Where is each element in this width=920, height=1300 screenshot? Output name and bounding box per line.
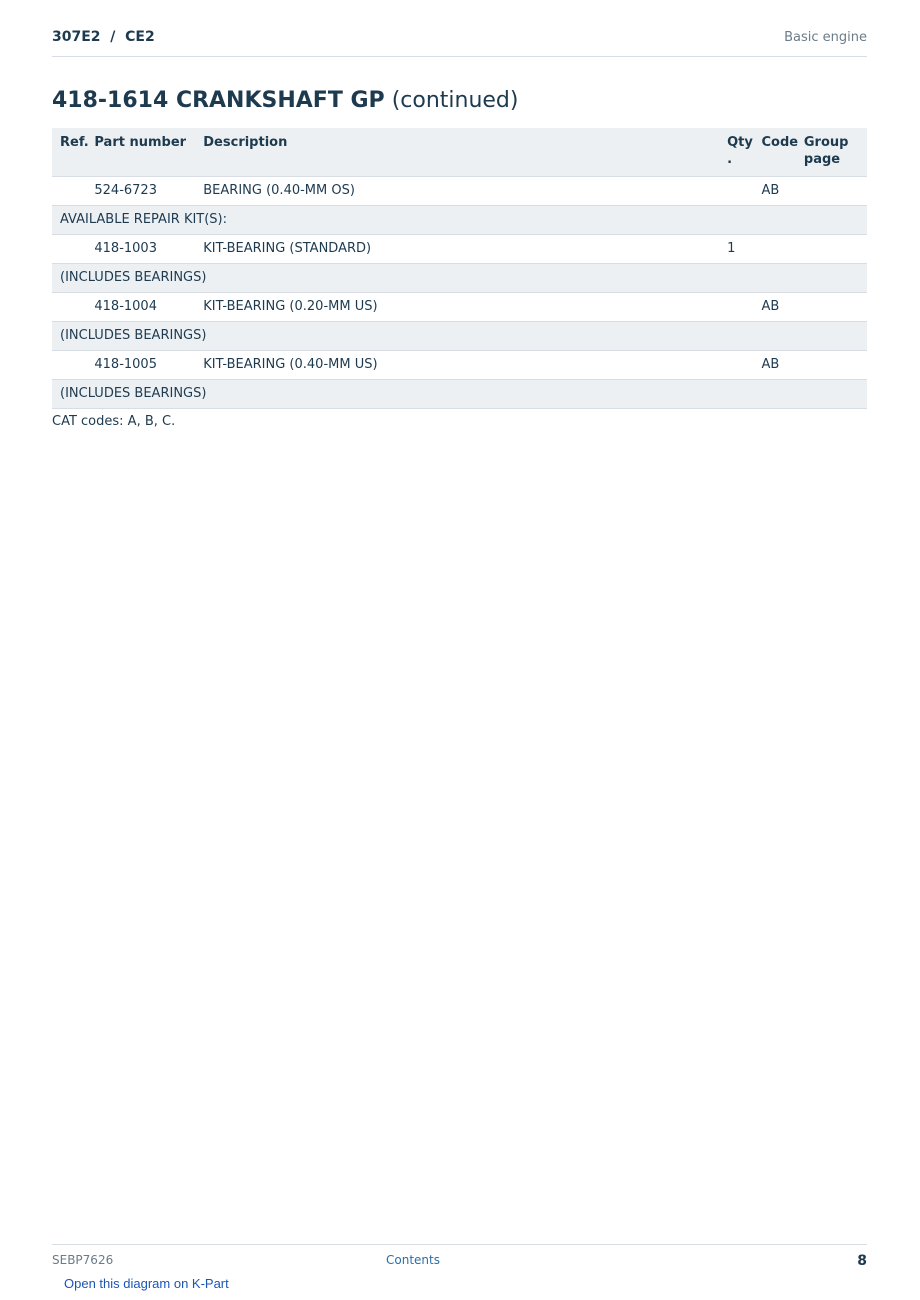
model-label: 307E2 / CE2	[52, 29, 155, 45]
cat-codes-note: CAT codes: A, B, C.	[52, 414, 176, 429]
table-header-row	[52, 128, 867, 177]
cell-part-number: 418-1005	[86, 351, 195, 380]
cell-ref	[52, 293, 86, 322]
table-row	[52, 293, 867, 322]
table-note-row	[52, 206, 867, 235]
doc-id: SEBP7626	[52, 1253, 114, 1267]
page-header	[52, 28, 867, 57]
parts-table	[52, 128, 867, 409]
page	[52, 0, 867, 1300]
cell-part-number: 418-1004	[86, 293, 195, 322]
contents-link[interactable]: Contents	[386, 1253, 440, 1267]
cell-qty: 1	[719, 235, 753, 264]
table-note-row	[52, 380, 867, 409]
cell-code: AB	[753, 177, 795, 206]
kpart-diagram-link[interactable]: Open this diagram on K-Part	[64, 1276, 229, 1291]
cell-group-page	[796, 177, 867, 206]
cell-group-page	[796, 235, 867, 264]
table-note-row	[52, 322, 867, 351]
title-main: 418-1614 CRANKSHAFT GP	[52, 88, 385, 113]
cell-description: KIT-BEARING (0.40-MM US)	[195, 351, 719, 380]
col-description: Description	[195, 128, 719, 177]
cell-ref	[52, 351, 86, 380]
note-text: (INCLUDES BEARINGS)	[52, 264, 867, 293]
table-row	[52, 177, 867, 206]
cell-code: AB	[753, 293, 795, 322]
cell-part-number: 524-6723	[86, 177, 195, 206]
cell-part-number: 418-1003	[86, 235, 195, 264]
page-footer	[52, 1244, 867, 1275]
title-suffix: (continued)	[391, 88, 519, 113]
table-note-row	[52, 264, 867, 293]
table-row	[52, 351, 867, 380]
cell-qty	[719, 177, 753, 206]
cell-qty	[719, 351, 753, 380]
page-number: 8	[857, 1253, 867, 1269]
cell-group-page	[796, 293, 867, 322]
cell-qty	[719, 293, 753, 322]
cell-description: KIT-BEARING (STANDARD)	[195, 235, 719, 264]
note-text: (INCLUDES BEARINGS)	[52, 322, 867, 351]
cell-code: AB	[753, 351, 795, 380]
table-row	[52, 235, 867, 264]
col-part-number: Part number	[86, 128, 195, 177]
cell-group-page	[796, 351, 867, 380]
cell-description: KIT-BEARING (0.20-MM US)	[195, 293, 719, 322]
col-qty: Qty .	[719, 128, 753, 177]
note-text: AVAILABLE REPAIR KIT(S):	[52, 206, 867, 235]
note-text: (INCLUDES BEARINGS)	[52, 380, 867, 409]
col-ref: Ref.	[52, 128, 86, 177]
section-label: Basic engine	[784, 30, 867, 45]
cell-ref	[52, 177, 86, 206]
col-group-page: Group page	[796, 128, 867, 177]
col-code: Code	[753, 128, 795, 177]
cell-code	[753, 235, 795, 264]
cell-ref	[52, 235, 86, 264]
page-title	[52, 88, 518, 113]
cell-description: BEARING (0.40-MM OS)	[195, 177, 719, 206]
